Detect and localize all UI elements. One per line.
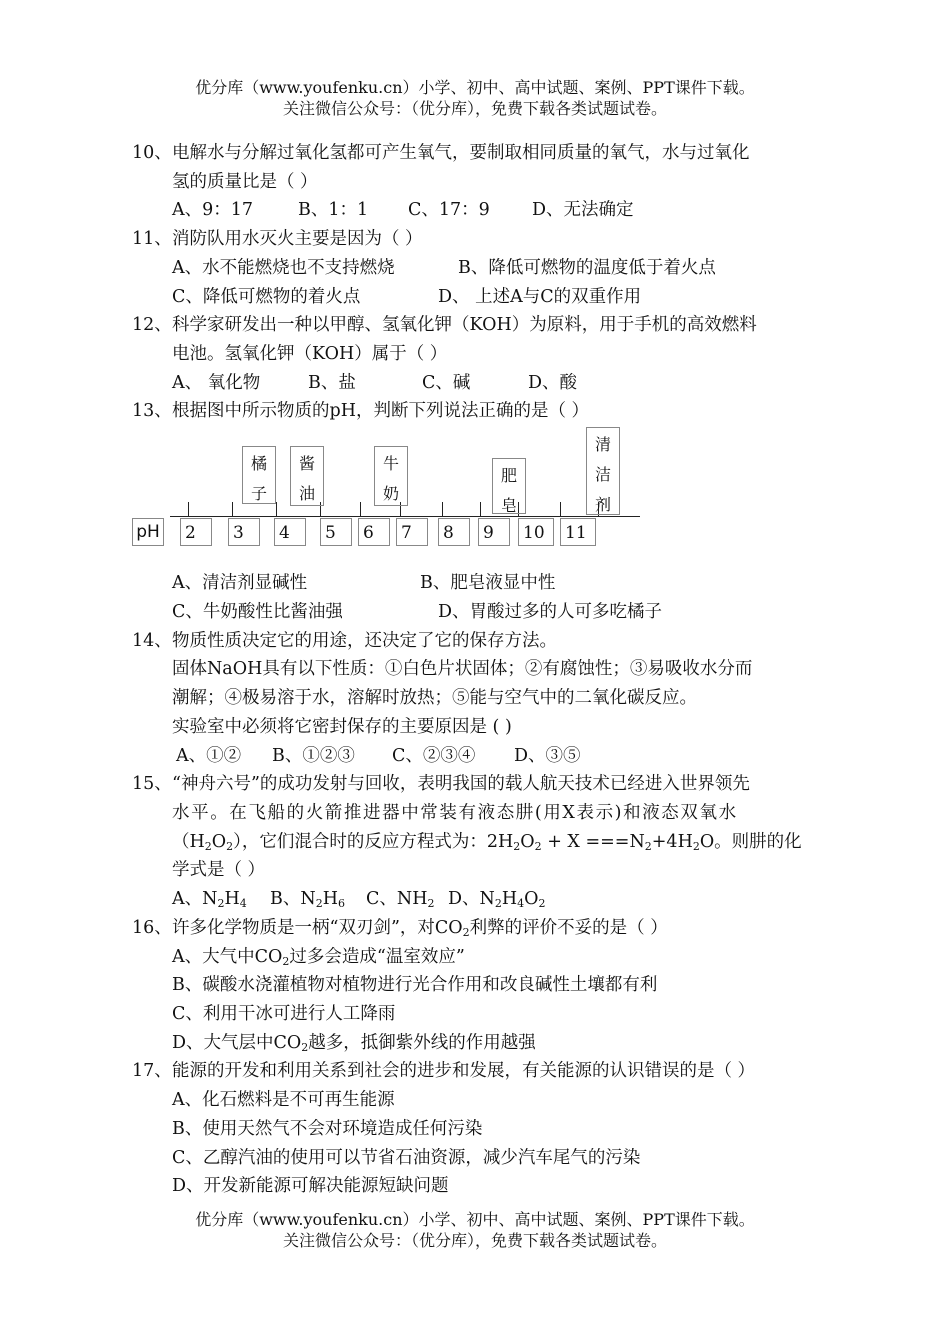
option-c: C、牛奶酸性比酱油强: [172, 602, 343, 622]
ph-number-box: 2: [180, 518, 212, 546]
question-text: 潮解；④极易溶于水，溶解时放热；⑤能与空气中的二氧化碳反应。: [172, 688, 697, 708]
substance-soap: 肥 皂: [492, 458, 526, 514]
ph-tick: [480, 502, 481, 516]
ph-number-box: 5: [320, 518, 352, 546]
question-number: 11、: [132, 229, 172, 249]
option-a: A、水不能燃烧也不支持燃烧: [172, 258, 395, 278]
option-d: D、 上述A与C的双重作用: [438, 287, 642, 307]
question-number: 13、: [132, 401, 172, 421]
option-a: A、①②: [176, 746, 242, 766]
ph-number-box: 4: [274, 518, 306, 546]
substance-milk: 牛 奶: [374, 446, 408, 506]
question-text-equation: $(H_2O_2)$，它们混合时的反应方程式为：$2H_2O_2 + X ===N_2+4H_2O$。则肼的化: [172, 832, 802, 853]
question-number: 12、: [132, 315, 172, 335]
question-text: 物质性质决定它的用途，还决定了它的保存方法。: [172, 631, 557, 651]
ph-number-box: 10: [518, 518, 554, 546]
question-number: 14、: [132, 631, 172, 651]
question-text: 电池。氢氧化钾（KOH）属于（ ）: [172, 344, 448, 364]
question-text: 许多化学物质是一柄“双刃剑”，对$CO_2$利弊的评价不妥的是（ ）: [172, 918, 668, 939]
footer-line-2: 关注微信公众号：（优分库），免费下载各类试题试卷。: [282, 1231, 667, 1250]
option-a: A、大气中$CO_2$过多会造成“温室效应”: [172, 947, 465, 968]
ph-tick: [442, 502, 443, 516]
question-text: 消防队用水灭火主要是因为（ ）: [172, 229, 423, 249]
ph-number-box: 6: [358, 518, 390, 546]
question-text: 实验室中必须将它密封保存的主要原因是 ( ): [172, 717, 512, 737]
question-number: 10、: [132, 143, 172, 163]
footer-line-1: 优分库（www.youfenku.cn）小学、初中、高中试题、案例、PPT课件下载。: [195, 1210, 755, 1229]
ph-tick: [560, 502, 561, 516]
question-text: 根据图中所示物质的pH，判断下列说法正确的是（ ）: [172, 401, 590, 421]
header-line-2: 关注微信公众号：（优分库），免费下载各类试题试卷。: [282, 99, 667, 118]
ph-label: pH: [132, 518, 164, 546]
option-d: D、无法确定: [532, 200, 634, 220]
question-text: 电解水与分解过氧化氢都可产生氧气，要制取相同质量的氧气，水与过氧化: [172, 143, 750, 163]
ph-number-box: 3: [228, 518, 260, 546]
option-c: C、降低可燃物的着火点: [172, 287, 361, 307]
header-line-1: 优分库（www.youfenku.cn）小学、初中、高中试题、案例、PPT课件下载。: [195, 78, 755, 97]
ph-scale-diagram: [130, 425, 650, 560]
option-d: D、开发新能源可解决能源短缺问题: [172, 1176, 449, 1196]
option-c: C、$NH_2$: [366, 889, 435, 910]
ph-tick: [188, 502, 189, 516]
ph-tick: [360, 502, 361, 516]
option-a: A、9：17: [172, 200, 254, 220]
question-text: 固体NaOH具有以下性质：①白色片状固体；②有腐蚀性；③易吸收水分而: [172, 659, 753, 679]
question-text: 科学家研发出一种以甲醇、氢氧化钾（KOH）为原料，用于手机的高效燃料: [172, 315, 757, 335]
option-b: B、盐: [308, 373, 356, 393]
question-text: “神舟六号”的成功发射与回收，表明我国的载人航天技术已经进入世界领先: [172, 774, 750, 794]
option-c: C、②③④: [392, 746, 476, 766]
option-a: A、化石燃料是不可再生能源: [172, 1090, 395, 1110]
option-a: A、$N_2H_4$: [172, 889, 247, 910]
option-b: B、使用天然气不会对环境造成任何污染: [172, 1119, 483, 1139]
ph-number-box: 9: [478, 518, 510, 546]
option-b: B、①②③: [272, 746, 355, 766]
ph-tick: [276, 502, 277, 516]
option-a: A、 氧化物: [172, 373, 261, 393]
option-c: C、碱: [422, 373, 471, 393]
option-c: C、17：9: [408, 200, 490, 220]
option-b: B、肥皂液显中性: [420, 573, 556, 593]
option-d: D、③⑤: [514, 746, 581, 766]
option-c: C、乙醇汽油的使用可以节省石油资源，减少汽车尾气的污染: [172, 1148, 641, 1168]
option-b: B、1：1: [298, 200, 369, 220]
option-d: D、$N_2H_4O_2$: [448, 889, 546, 910]
question-number: 15、: [132, 774, 172, 794]
ph-number-box: 8: [438, 518, 470, 546]
ph-number-box: 11: [560, 518, 596, 546]
substance-orange: 橘 子: [242, 446, 276, 504]
question-number: 16、: [132, 918, 172, 938]
question-text: 能源的开发和利用关系到社会的进步和发展，有关能源的认识错误的是（ ）: [172, 1061, 756, 1081]
option-b: B、$N_2H_6$: [270, 889, 345, 910]
question-text: 氢的质量比是（ ）: [172, 172, 318, 192]
question-text: 水平。在飞船的火箭推进器中常装有液态肼(用X表示)和液态双氧水: [172, 803, 738, 823]
option-a: A、清洁剂显碱性: [172, 573, 308, 593]
option-c: C、利用干冰可进行人工降雨: [172, 1004, 396, 1024]
question-text: 学式是（ ）: [172, 860, 266, 880]
question-number: 17、: [132, 1061, 172, 1081]
option-b: B、降低可燃物的温度低于着火点: [458, 258, 716, 278]
substance-detergent: 清 洁 剂: [586, 427, 620, 515]
ph-number-box: 7: [396, 518, 428, 546]
option-d: D、大气层中$CO_2$越多，抵御紫外线的作用越强: [172, 1033, 536, 1054]
ph-tick: [232, 502, 233, 516]
ph-axis-line: [170, 516, 640, 517]
substance-soy-sauce: 酱 油: [290, 446, 324, 506]
option-d: D、胃酸过多的人可多吃橘子: [438, 602, 663, 622]
option-d: D、酸: [528, 373, 578, 393]
option-b: B、碳酸水浇灌植物对植物进行光合作用和改良碱性土壤都有利: [172, 975, 658, 995]
